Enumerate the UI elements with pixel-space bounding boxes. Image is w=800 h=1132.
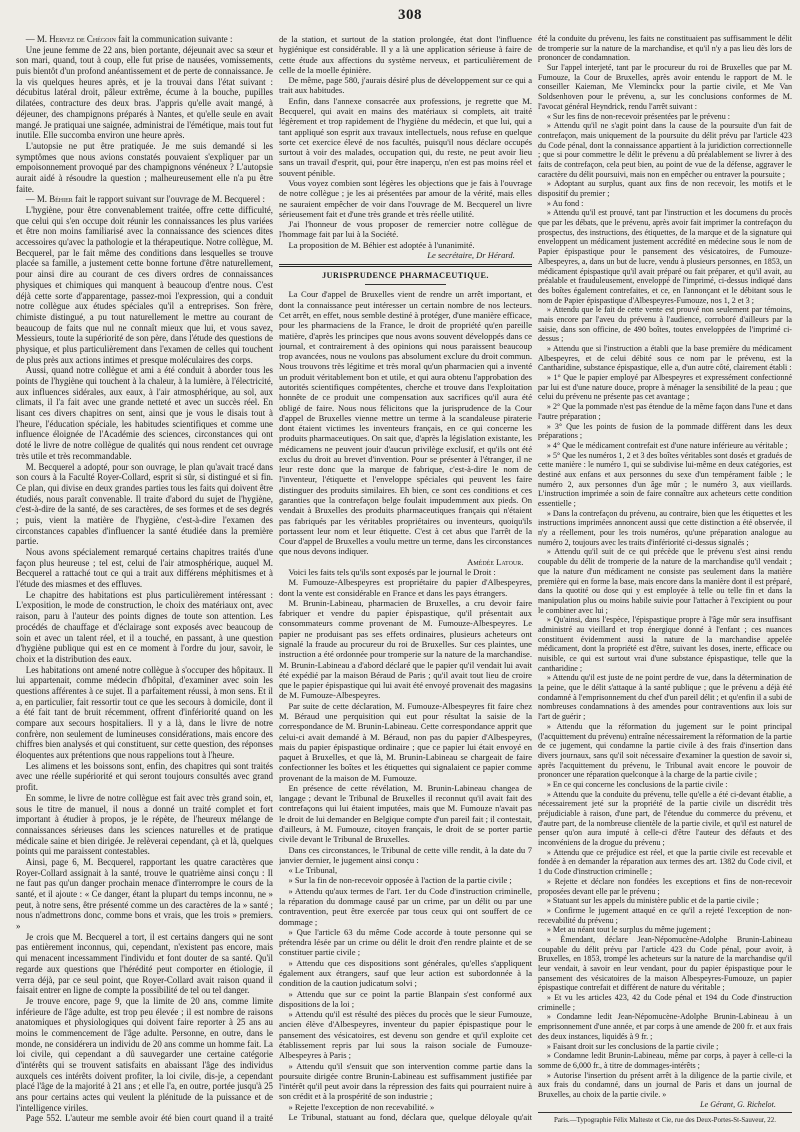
paragraph-text: M. Brunin-Labineau, pharmacien de Bruxelles, a cru devoir faire fabriquer et vendre du papier épispastique, qu'il présentait aux consommateurs comme provenant de M. Fumouze-Albespeyres. Le papier ne produisant pas ses effets ordinaires, plusieurs acheteurs ont signalé la fraude au procureur du roi de Bruxelles. Sur ces plaintes, une instruction a été ordonnée pour tromperie sur la nature de la marchandise. M. Brunin-Labineau a d'abord déclaré que le papier qu'il vendait lui avait été expédié par la maison Béraud de Paris ; qu'il avait tout lieu de croire que le papier épispastique qui lui avait été envoyé provenait des magasins de M. Fumouze-Albespeyres.	[279, 597, 532, 701]
paragraph-text: » Émendant, déclare Jean-Népomucène-Adolphe Brunin-Labineau coupable du délit prévu par l'article 423 du Code pénal, pour avoir, à Bruxelles, en 1853, trompé les acheteurs sur la nature de la marchandise qu'il leur vendait, à savoir en leur vendant, pour du papier épispastique pour le pansement des vésicatoires de la maison Albespeyres-Fumouze, un papier épispastique contrefait et différent de nature du véritable ;	[538, 934, 792, 993]
paragraph-text: M. Becquerel a adopté, pour son ouvrage, le plan qu'avait tracé dans son cours à la Faculté Royer-Collard, esprit si sûr, si distingué et si fin. Ce plan, qui divise en deux grandes parties tous les faits qui doivent être étudiés, nous paraît convenable. Il traite d'abord du sujet de l'hygiène, c'est-à-dire de la santé, de ses caractères, de ses formes et de ses degrés ; puis, vient la matière de l'hygiène, c'est-à-dire l'examen des circonstances capables d'influencer la santé étudiée dans la première partie.	[16, 461, 273, 547]
paragraph	[279, 865, 532, 875]
paragraph	[279, 96, 532, 178]
paragraph-text: » Attendu qu'il ne s'agit point dans la cause de la poursuite d'un fait de contrefaçon, mais uniquement de la poursuite du délit prévu par l'article 423 du Code pénal, dont la connaissance appartient à la juridiction correctionnelle ; que si pour commettre le délit le prévenu a dû préalablement se livrer à des faits de contrefaçon, cela peut bien, au point de vue de la défense, aggraver le caractère du délit poursuivi, mais non en empêcher ou entraver la poursuite ;	[538, 121, 792, 179]
author-signature-text: Amédée Latour.	[467, 556, 524, 567]
paragraph	[538, 34, 792, 63]
paragraph-text: Page 552. L'auteur me semble avoir été bien court quand il a traité	[25, 1113, 273, 1124]
paragraph	[16, 857, 273, 932]
paragraph	[538, 305, 792, 344]
paragraph	[538, 441, 792, 451]
signature	[279, 250, 532, 260]
paragraph	[16, 462, 273, 548]
paragraph	[279, 219, 532, 240]
paragraph	[538, 509, 792, 548]
paragraph	[538, 402, 792, 421]
paragraph	[279, 701, 532, 783]
paragraph-text: » Que l'article 63 du même Code accorde à toute personne qui se prétendra lésée par un crime ou délit le droit d'en rendre plainte et de se constituer partie civile ;	[279, 926, 532, 958]
paragraph-text: Dans ces circonstances, le Tribunal de cette ville rendit, à la date du 7 janvier dernier, le jugement ainsi conçu :	[279, 844, 532, 865]
paragraph	[16, 793, 273, 857]
paragraph-text: » Attendu qu'aux termes de l'art. 1er du Code d'instruction criminelle, la réparation du dommage causé par un crime, par un délit ou par une contravention, peut être exercée par tous ceux qui ont souffert de ce dommage ;	[279, 885, 532, 927]
paragraph	[538, 112, 792, 122]
paragraph	[16, 547, 273, 590]
paragraph	[279, 577, 532, 598]
paragraph-text: de la station, et surtout de la station prolongée, état dont l'influence hygiénique est considérable. Il y a là une application sérieuse à faire de cette étude aux affections du système nerveux, et particulièrement de celle de la moelle épinière.	[279, 34, 532, 75]
column-1	[16, 34, 273, 1124]
paragraph-text: » Rejette et déclare non fondées les exceptions et fins de non-recevoir proposées devant elle par le prévenu ;	[538, 876, 792, 896]
paragraph-text: » Et vu les articles 423, 42 du Code pénal et 194 du Code d'instruction criminelle ;	[538, 993, 792, 1012]
paragraph	[279, 886, 532, 927]
paragraph-text: Par suite de cette déclaration, M. Fumouze-Albespeyres fit faire chez M. Béraud une perquisition qui eut pour résultat la saisie de la correspondance de M. Brunin-Labineau. Cette correspondance apprit que celui-ci avait demandé à M. Béraud, non pas du papier d'Albespeyres, mais du papier épispastique ordinaire ; que ce papier lui était envoyé en paquet à Bruxelles, et que là, M. Brunin-Labineau se chargeait de faire confectionner les boîtes et les étiquettes qui signalaient ce papier comme provenant de la maison de M. Fumouze.	[279, 700, 532, 783]
paragraph	[279, 598, 532, 701]
paragraph	[16, 590, 273, 665]
paragraph-text: Les habitations ont amené notre collègue à s'occuper des hôpitaux. Il lui appartenait, comme médecin d'hôpital, d'examiner avec soin les questions afférentes à ce sujet. Il a parfaitement réussi, à mon sens. Et il a, en particulier, fait ressortir tout ce que les secours à domicile, dont il a été fait tant de bruit récemment, offrent d'infériorité quand on les compare aux secours hospitaliers. Il y a là, dans le livre de notre confrère, non seulement de lumineuses considérations, mais encore des chiffres bien analysés et qui constituent, sur cette question, des réponses éloquentes aux prétentions que nous rappelions tout à l'heure.	[16, 664, 273, 761]
speaker-name: — M. Béhier	[25, 194, 73, 205]
paragraph-text: » Sur la fin de non-recevoir opposée à l'action de la partie civile ;	[288, 875, 512, 886]
printer-imprint-text: Paris.—Typographie Félix Malteste et Cie, rue des Deux-Portes-St-Sauveur, 22.	[554, 1115, 776, 1124]
paragraph-text: De même, page 580, j'aurais désiré plus de développement sur ce qui a trait aux habitudes.	[279, 75, 532, 96]
paragraph	[16, 996, 273, 1114]
paragraph-text: » 3° Que les points de fusion de la pommade diffèrent dans les deux préparations ;	[538, 421, 792, 441]
paragraph-text: » 5° Que les numéros 1, 2 et 3 des boîtes véritables sont dosés et gradués de cette manière : le numéro 1, qui se subdivise lui-même en deux catégories, est destiné aux enfans et aux personnes du sexe d'un tempérament faible ; le numéro 2, aux personnes d'un âge mûr ; le numéro 3, aux vieillards. L'instruction imprimée a soin de faire connaître aux acheteurs cette condition essentielle ;	[538, 450, 792, 508]
paragraph-text: Le chapitre des habitations est plus particulièrement intéressant : L'exposition, le mode de construction, le choix des matériaux ont, avec raison, paru à l'auteur des points dignes de toute son attention. Les procédés de chauffage et d'éclairage sont exposés avec beaucoup de soin et avec un talent réel, et il a touché, en passant, à une question d'hygiène publique qui est en ce moment à l'ordre du jour, savoir, le choix et la distribution des eaux.	[16, 589, 273, 664]
paragraph-text: Vous voyez combien sont légères les objections que je fais à l'ouvrage de notre collègue ; je les ai présentées par amour de la vérité, mais elles ne sauraient empêcher de voir dans l'ouvrage de M. Becquerel un livre sérieusement fait et d'une très grande et très réelle utilité.	[279, 177, 532, 219]
paragraph-text: fait la communication suivante :	[115, 34, 233, 44]
paragraph	[16, 34, 273, 45]
paragraph	[538, 208, 792, 305]
paragraph-text: » Attendu qu'il s'ensuit que son intervention comme partie dans la poursuite dirigée contre Brunin-Labineau est suffisamment justifiée par l'intérêt qu'il peut avoir dans la répression des faits qui pourraient nuire à son crédit et à la prospérité de son industrie ;	[279, 1060, 532, 1102]
paragraph	[279, 75, 532, 96]
paragraph	[279, 875, 532, 885]
paragraph-text: » Attendu que sur ce point la partie Blanpain s'est conformé aux dispositions de la loi ;	[279, 988, 532, 1009]
paragraph-text: J'ai l'honneur de vous proposer de remercier notre collègue de l'hommage fait par lui à la Société.	[279, 219, 532, 240]
paragraph	[279, 1061, 532, 1102]
paragraph-text: Voici les faits tels qu'ils sont exposés par le journal le Droit :	[288, 567, 496, 577]
paragraph	[279, 567, 532, 577]
paragraph	[538, 925, 792, 935]
paragraph	[16, 761, 273, 793]
paragraph	[279, 958, 532, 989]
paragraph	[16, 365, 273, 461]
paragraph-text: » Au fond :	[546, 198, 584, 208]
paragraph	[538, 722, 792, 780]
paragraph	[16, 205, 273, 365]
paragraph	[538, 1051, 792, 1070]
paragraph	[279, 240, 532, 250]
paragraph-text: » Dans la contrefaçon du prévenu, au contraire, bien que les étiquettes et les instructions imprimées annoncent aussi que cette distinction a été observée, il n'y a réellement, pour les trois numéros, qu'une préparation analogue au numéro 2, toujours avec les traits d'infériorité ci-dessus signalés ;	[538, 508, 792, 547]
paragraph-text: » Attendu qu'il est résulté des pièces du procès que le sieur Fumouze, ancien élève d'Albespeyres, inventeur du papier épispastique pour le pansement des vésicatoires, est devenu son gendre et qu'il exploite cet établissement repris par lui sous la raison sociale de Fumouze-Albespeyres à Paris ;	[279, 1009, 532, 1061]
paragraph-text: L'hygiène, pour être convenablement traitée, offre cette difficulté, que celui qui s'en occupe doit réunir les connaissances les plus variées et être non moins familiarisé avec la connaissance des sciences dites accessoires qu'avec la pathologie et la thérapeutique. Notre collègue, M. Becquerel, par le fait même des conditions dans lesquelles se trouve placée sa famille, a justement cette bonne fortune d'être naturellement, pour ainsi dire au courant de ces divers ordres de connaissances physiques et chimiques qui manquent à beaucoup d'entre nous. C'est déjà cette sorte d'apparentage, passez-moi l'expression, qui a conduit notre collègue aux études spéciales qu'il a entreprises. Son frère, chimiste distingué, a pu tout naturellement le mettre au courant de beaucoup de faits que nul ne connaît mieux que lui, et vous savez, Messieurs, toute la supériorité de son père, dans l'étude des questions de physique, et plus particulièrement dans l'examen de celles qui touchent de plus près aux actions intimes et presque moléculaires des corps.	[16, 205, 273, 365]
paragraph	[279, 1112, 532, 1122]
column-2	[279, 34, 532, 1124]
paragraph	[279, 783, 532, 845]
printer-imprint	[538, 1112, 792, 1124]
paragraph-text: Les alimens et les boissons sont, enfin, des chapitres qui sont traités avec une réelle supériorité et qui seront toujours consultés avec grand profit.	[16, 760, 273, 793]
paragraph-text: Nous avons spécialement remarqué certains chapitres traités d'une façon plus heureuse ; tel est, celui de l'air atmosphérique, auquel M. Becquerel a rattaché tout ce qui a trait aux différens méphitismes et à l'étude des miasmes et des effluves.	[16, 547, 273, 590]
paragraph-text: » Attendu qu'il est juste de ne point perdre de vue, dans la détermination de la peine, que le délit s'attaque à la santé publique ; que le prévenu a déjà été condamné à l'emprisonnement du chef d'un pareil délit ; et qu'enfin il a subi de nombreuses condamnations à des amendes pour contraventions aux lois sur l'art de guérir ;	[538, 673, 792, 722]
section-heading-text: JURISPRUDENCE PHARMACEUTIQUE.	[322, 270, 489, 280]
paragraph-text: » Attendu que ces dispositions sont générales, qu'elles s'appliquent également aux étrangers, sauf que leur action est subordonnée à la condition de la caution judicatum solvi ;	[279, 957, 532, 989]
signature	[538, 1100, 792, 1110]
paragraph	[538, 1012, 792, 1041]
section-heading	[279, 264, 532, 285]
paragraph	[279, 1102, 532, 1112]
paragraph	[16, 194, 273, 205]
paragraph	[538, 422, 792, 441]
paragraph	[538, 615, 792, 673]
paragraph	[279, 845, 532, 866]
paragraph	[538, 906, 792, 925]
paragraph	[538, 199, 792, 209]
paragraph-text: Une jeune femme de 22 ans, bien portante, déjeunait avec sa sœur et son mari, quand, tout à coup, elle fut prise de nausées, vomissements, puis bientôt d'un profond anéantissement et de perte de connaissance. Je la vis quelques heures après, et je la trouvai dans l'état suivant : décubitus latéral droit, pâleur extrême, écume à la bouche, pupilles dilatées, contracture des deux bras. J'appris qu'elle avait mangé, à déjeuner, des champignons préparés à Nantes, et qu'elle seule en avait mangé. Je pratiquai une saignée, administrai de l'émétique, mais tout fut inutile. Elle succomba environ une heure après.	[16, 44, 273, 141]
paragraph-text: Le Tribunal, statuant au fond, déclara que, quelque déloyale qu'ait	[288, 1111, 532, 1122]
paragraph-text: En présence de cette révélation, M. Brunin-Labineau changea de langage ; devant le Tribunal de Bruxelles il reconnut qu'il avait fait des contrefaçons qui lui étaient imputées, mais que M. Fumouze n'avait pas le droit de lui demander en Belgique compte d'un pareil fait ; il contestait, d'ailleurs, à M. Fumouze, citoyen français, le droit de se porter partie civile devant le Tribunal de Bruxelles.	[279, 782, 532, 845]
speaker-name: — M. Hervez de Chégoin	[25, 34, 116, 44]
paragraph-text: » 2° Que la pommade n'est pas étendue de la même façon dans l'une et dans l'autre préparation ;	[538, 402, 792, 421]
paragraph	[16, 1113, 273, 1124]
paragraph	[16, 45, 273, 141]
paragraph	[538, 1071, 792, 1100]
paragraph-text: été la conduite du prévenu, les faits ne constituaient pas suffisamment le délit de tromperie sur la nature de la marchandise, et qu'il n'y a pas lieu dès lors de prononcer de condamnation.	[538, 34, 792, 63]
paragraph	[538, 373, 792, 402]
paragraph-text: » Attendu qu'il suit de ce qui précède que le prévenu s'est ainsi rendu coupable du délit de tromperie de la nature de la marchandise qu'il vendait ; que la nature d'un médicament ne consiste pas seulement dans la matière première qui en forme la base, mais encore dans la manière dont il est préparé, dans la quotité ou dose qui y est employée à telle ou telle fin et dans la manipulation plus ou moins habile suivie pour l'attacher à l'excipient ou pour le combiner avec lui ;	[538, 547, 792, 615]
author-signature	[279, 557, 532, 567]
paragraph-text: Ainsi, page 6, M. Becquerel, rapportant les quatre caractères que Royer-Collard assignait à la santé, trouve le quatrième ainsi conçu : Il ne faut pas qu'un danger prochain menace d'interrompre le cours de la santé, et il ajoute : « Ce danger, étant la plupart du temps inconnu, ne » peut, à notre sens, être présenté comme un des caractères de la » santé ; nous n'admettrons donc, comme bons et vrais, que les trois » premiers. »	[16, 856, 273, 932]
paragraph-text: » 4° Que le médicament contrefait est d'une nature inférieure au véritable ;	[546, 440, 788, 450]
paragraph	[279, 989, 532, 1010]
paragraph-text: L'autopsie ne put être pratiquée. Je me suis demandé si les symptômes que nous avions constatés pouvaient s'expliquer par un empoisonnement provoqué par des champignons vénéneux ? L'autopsie aurait aidé à résoudre la question ; malheureusement elle n'a pu être faite.	[16, 140, 273, 194]
paragraph-text: » Attendu que la réformation du jugement sur le point principal (l'acquittement du prévenu) entraîne nécessairement la réformation de la partie de ce jugement, qui condamne la partie civile à des frais d'insertion dans divers journaux, sans qu'il soit nécessaire d'examiner la question de savoir si, après l'acquittement du prévenu, le Tribunal avait encore le pouvoir de prononcer une réparation quelconque à la charge de la partie civile ;	[538, 721, 792, 780]
paragraph-text: » Met au néant tout le surplus du même jugement ;	[546, 925, 711, 935]
paragraph-text: » Adoptant au surplus, quant aux fins de non recevoir, les motifs et le dispositif du premier ;	[538, 179, 792, 198]
paragraph	[538, 451, 792, 509]
paragraph	[538, 935, 792, 993]
paragraph-text: Sur l'appel interjeté, tant par le procureur du roi de Bruxelles que par M. Fumouze, la Cour de Bruxelles, après avoir entendu le rapport de M. le conseiller Kaieman, Me Vleminckx pour la partie civile, et Me Van Soldsenhoven pour le prévenu, a, sur les conclusions conformes de M. l'avocat général Heyndrick, rendu l'arrêt suivant :	[538, 63, 792, 111]
paragraph-text: » Rejette l'exception de non recevabilité. »	[288, 1101, 435, 1112]
paragraph-text: » Attendu que ce préjudice est réel, et que la partie civile est recevable et fondée à en demander la réparation aux termes des art. 1382 du Code civil, et 1 du Code d'instruction criminelle ;	[538, 847, 792, 877]
paragraph	[538, 1042, 792, 1052]
paragraph-text: » 1° Que le papier employé par Albespeyres et expressément confectionné par lui est d'une nature douce, propre à ménager la sensibilité de la peau ; que celui du prévenu ne présente pas cet avantage ;	[538, 373, 792, 402]
paragraph	[538, 179, 792, 198]
paragraph-text: fait le rapport suivant sur l'ouvrage de M. Becquerel :	[72, 194, 265, 205]
paragraph	[538, 63, 792, 111]
paragraph-text: Aussi, quand notre collègue et ami a été conduit à aborder tous les points de l'hygiène qui touchent à la chaleur, à la lumière, à l'électricité, aux influences sidérales, aux eaux, à l'air atmosphérique, au sol, aux climats, il l'a fait avec une grande netteté et avec un succès réel. En lisant ces divers chapitres on sent, ainsi que je vous le disais tout à l'heure, l'éducation spéciale, les habitudes scientifiques et comme une influence éloignée de l'Académie des sciences, circonstances qui ont doté le livre de notre collègue de qualités qui nous rendent cet ouvrage très utile et très recommandable.	[16, 365, 273, 461]
paragraph	[538, 896, 792, 906]
paragraph-text: Je trouve encore, page 9, que la limite de 20 ans, comme limite inférieure de l'âge adulte, est trop peu élevée ; il est nombre de raisons anatomiques et physiologiques qui doivent faire reporter à 25 ans au moins le commencement de l'âge adulte. Personne, en outre, dans le monde, ne considérera un individu de 20 ans comme un homme fait. La loi civile, qui cependant a dû sauvegarder une certaine catégorie d'intérêts qui se trouvent satisfaits en abaissant l'âge des individus auxquels ces intérêts doivent profiter, la loi civile, dis-je, a cependant placé l'âge de la majorité à 21 ans ; et elle l'a, en outre, portée jusqu'à 25 ans pour certains actes qui veulent la plénitude de la puissance et de l'intelligence viriles.	[16, 995, 273, 1113]
paragraph	[538, 344, 792, 373]
paragraph	[538, 780, 792, 790]
paragraph-text: » Faisant droit sur les conclusions de la partie civile ;	[546, 1041, 719, 1051]
paragraph-text: Enfin, dans l'annexe consacrée aux professions, je regrette que M. Becquerel, qui avait en mains des matériaux si complets, ait traité légèrement et trop rapidement de l'hygiène du médecin, et que lui, qui a tant appliqué son esprit aux travaux intellectuels, nous refuse en quelque sorte cet exercice élevé de nos facultés, puisqu'il nous déclare occupés surtout à voir des malades, occupation qui, du reste, ne peut avoir lieu sans un travail d'esprit, qui, pour être inaperçu, n'en est pas moins réel et souvent pénible.	[279, 95, 532, 178]
paragraph-text: » Attendu que le fait de cette vente est prouvé non seulement par témoins, mais encore par l'aveu du prévenu à l'audience, corroboré d'ailleurs par la saisie, dans son officine, de 490 boîtes, toutes enveloppées de l'imprimé ci-dessus ;	[538, 305, 792, 344]
paragraph-text: En somme, le livre de notre collègue est fait avec très grand soin, et, sous le titre de manuel, il nous a donné un traité complet et fort important à étudier à propos, je le répète, de l'heureux mélange de connaissances sérieuses dans les sciences naturelles et de pratique médicale saine et bien dirigée. Je relèverai cependant, çà et là, quelques points qui me paraissent contestables.	[16, 792, 273, 857]
paragraph	[279, 178, 532, 219]
paragraph	[16, 141, 273, 194]
paragraph	[16, 665, 273, 761]
paragraph-text: » Qu'ainsi, dans l'espèce, l'épispastique propre à l'âge mûr sera insuffisant administré au vieillard et trop énergique donné à l'enfant ; ces nuances constituent évidemment aussi la nature de la marchandise appelée médicament, dont la propriété est d'être, suivant les doses, inerte, efficace ou nuisible, ce qui est surtout vrai d'une substance épispastique, telle que la cantharidine ;	[538, 615, 792, 673]
column-3	[538, 34, 792, 1124]
paragraph-text: » Confirme le jugement attaqué en ce qu'il a rejeté l'exception de non-recevabilité du prévenu ;	[538, 905, 792, 925]
paragraph	[279, 289, 532, 556]
paragraph-text: « Le Tribunal,	[288, 865, 338, 876]
paragraph-text: » Attendu que si l'instruction a établi que la base première du médicament Albespeyres, et de celui débité sous ce nom par le prévenu, est la Cantharidine, substance épispastique, elle a, d'un autre côté, clairement établi :	[538, 344, 792, 373]
paragraph-text: » Attendu qu'il est prouvé, tant par l'instruction et les documens du procès que par les débats, que le prévenu, après avoir fait imprimer la contrefaçon du prospectus, des instructions, des étiquettes, de la marque et de la signature qui enveloppent un médicament justement accrédité en médecine sous le nom de Papier épispastique pour le pansement des vésicatoires, de Fumouze-Albespeyres, a, dans un but de lucre, vendu à plusieurs personnes, en 1853, un médicament épispastique qu'il avait préparé ou fait préparer, et qu'il avait, au préalable et frauduleusement, enveloppé de l'imprimé, ci-dessus indiqué dans des boîtes également contrefaites, et ce, en l'annonçant et le débitant sous le nom de Papier épispastique d'Albespeyres-Fumouze, nos 1, 2 et 3 ;	[538, 208, 792, 305]
paragraph	[538, 790, 792, 848]
paragraph	[538, 993, 792, 1012]
paragraph	[538, 547, 792, 615]
paragraph-text: La Cour d'appel de Bruxelles vient de rendre un arrêt important, et dont la connaissance peut intéresser un certain nombre de nos lecteurs. Cet arrêt, en effet, nous semble destiné à protéger, d'une manière efficace, pour les pharmaciens de la France, le droit de propriété qu'en pareille matière, d'après les principes que nous avons souvent développés dans ce journal, et contrairement à des opinions qui nous paraissent beaucoup trop avancées, nous ne voulons pas absolument exclure du droit commun. Nous trouvons très légitime et très moral qu'un pharmacien qui a inventé un produit véritablement bon et utile, et qui aura obtenu l'approbation des autorités scientifiques compétentes, cherche et trouve dans l'exploitation honnête de ce produit une compensation aux sacrifices qu'il aura été obligé de faire. Nous nous félicitons que la jurisprudence de la Cour d'appel de Bruxelles vienne mettre un terme à la scandaleuse piraterie dont étaient victimes les inventeurs français, en ce qui concerne les produits pharmaceutiques. On sait que, d'après la législation existante, les médicamens ne peuvent jouir d'aucun privilège exclusif, et qu'ils ont été exclus du droit au brevet d'invention. Pour se présenter à l'étranger, il ne leur reste donc que la marque de fabrique, c'est-à-dire le nom de l'inventeur, l'étiquette et l'enveloppe spéciales qui peuvent les faire distinguer des produits similaires. Eh bien, ce sont ces conditions et ces garanties que la contrefaçon belge foulait impudemment aux pieds. On vendait à Bruxelles des produits pharmaceutiques français qui n'étaient pas fabriqués par les véritables propriétaires ou inventeurs, quoiqu'ils portassent leur nom et leur étiquette. C'est à cet abus que l'arrêt de la Cour d'appel de Bruxelles a voulu mettre un terme, dans les circonstances que nous devons indiquer.	[279, 289, 532, 557]
paragraph-text: Je crois que M. Becquerel a tort, il est certains dangers qui ne sont pas entièrement inconnus, qui, cependant, n'existent pas encore, mais qui menacent incessamment l'individu et font douter de sa santé. Qu'il regarde aux questions que l'hérédité peut comporter en étiologie, il verra déjà, par ce seul point, que Royer-Collard avait raison quand il faisait entrer en ligne de compte la possibilité de tel ou tel danger.	[16, 931, 273, 996]
paragraph	[279, 927, 532, 958]
paragraph	[538, 673, 792, 721]
paragraph	[279, 34, 532, 75]
paragraph	[538, 877, 792, 896]
signature-text: Le Gérant, G. Richelot.	[700, 1099, 776, 1109]
paragraph-text: » Statuant sur les appels du ministère public et de la partie civile ;	[546, 896, 759, 906]
paragraph-text: » Autorise l'insertion du présent arrêt à la diligence de la partie civile, et aux frais du condamné, dans un journal de Paris et dans un journal de Bruxelles, au choix de la partie civile. »	[538, 1070, 792, 1099]
paragraph-text: « Sur les fins de non-recevoir présentées par le prévenu :	[546, 111, 731, 121]
paragraph	[16, 932, 273, 996]
paragraph-text: » En ce qui concerne les conclusions de la partie civile :	[546, 779, 728, 789]
paragraph-text: M. Fumouze-Albespeyres est propriétaire du papier d'Albespeyres, dont la vente est considérable en France et dans les pays étrangers.	[279, 577, 532, 598]
paragraph-text: » Condamne ledit Brunin-Labineau, même par corps, à payer à celle-ci la somme de 6,000 fr., à titre de dommages-intérêts ;	[538, 1051, 792, 1070]
signature-text: Le secrétaire, Dr Hérard.	[427, 249, 515, 260]
paragraph-text: » Condamne ledit Jean-Népomucène-Adolphe Brunin-Labineau à un emprisonnement d'une année, et par corps à une amende de 200 fr. et aux frais des deux instances, liquidés à 9 fr. ;	[538, 1012, 792, 1041]
paragraph	[538, 121, 792, 179]
paragraph-text: La proposition de M. Béhier est adoptée à l'unanimité.	[288, 239, 475, 250]
paragraph	[279, 1009, 532, 1060]
paragraph	[538, 848, 792, 877]
paragraph-text: » Attendu que la conduite du prévenu, telle qu'elle a été ci-devant établie, a nécessairement jeté sur la propriété de la partie civile un discrédit très préjudiciable à raison, d'une part, de l'étendue du commerce du prévenu, et d'autre part, de la nombreuse clientèle de la partie civile, et qu'il est naturel de penser qu'on aura imputé à celle-ci d'être l'auteur des défauts et des inconvéniens de la drogue du prévenu ;	[538, 789, 792, 848]
page-number: 308	[398, 7, 422, 23]
